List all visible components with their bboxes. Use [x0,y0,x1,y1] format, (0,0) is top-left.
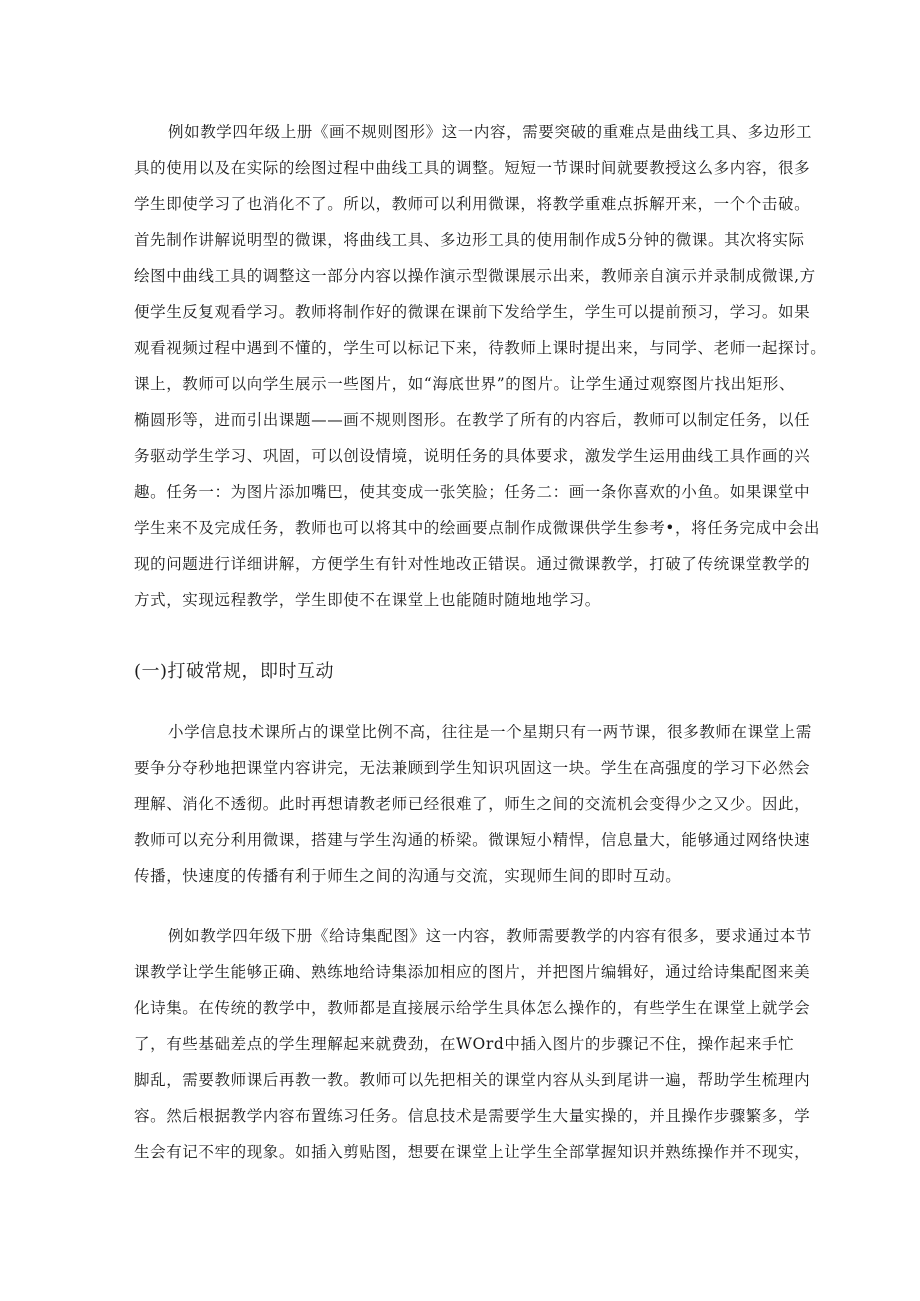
paragraph-line: 学生即使学习了也消化不了。所以，教师可以利用微课，将教学重难点拆解开来，一个个击破。 [134,195,811,213]
paragraph-line: 小学信息技术课所占的课堂比例不高，往往是一个星期只有一两节课，很多教师在课堂上需 [168,723,813,741]
paragraph-line: 生会有记不牢的现象。如插入剪贴图，想要在课堂上让学生全部掌握知识并熟练操作并不现实， [134,1143,811,1161]
paragraph-line: 务驱动学生学习、巩固，可以创设情境，说明任务的具体要求，激发学生运用曲线工具作画的兴 [134,447,811,465]
paragraph-line: 具的使用以及在实际的绘图过程中曲线工具的调整。短短一节课时间就要教授这么多内容，很多 [134,159,811,177]
paragraph-line: 理解、消化不透彻。此时再想请教老师已经很难了，师生之间的交流机会变得少之又少。因此， [134,795,811,813]
paragraph-line: 课教学让学生能够正确、熟练地给诗集添加相应的图片，并把图片编辑好，通过给诗集配图来美 [134,963,811,981]
paragraph-line: 例如教学四年级上册《画不规则图形》这一内容，需要突破的重难点是曲线工具、多边形工 [168,123,813,141]
paragraph-line: 脚乱，需要教师课后再教一教。教师可以先把相关的课堂内容从头到尾讲一遍，帮助学生梳理内 [134,1071,811,1089]
paragraph-line: 绘图中曲线工具的调整这一部分内容以操作演示型微课展示出来，教师亲自演示并录制成微课,方 [134,267,816,285]
paragraph-line: 容。然后根据教学内容布置练习任务。信息技术是需要学生大量实操的，并且操作步骤繁多，学 [134,1107,811,1125]
paragraph-line: 趣。任务一：为图片添加嘴巴，使其变成一张笑脸；任务二：画一条你喜欢的小鱼。如果课堂中 [134,483,811,501]
paragraph-line: 课上，教师可以向学生展示一些图片，如“海底世界”的图片。让学生通过观察图片找出矩形、 [134,375,796,393]
paragraph-line: 化诗集。在传统的教学中，教师都是直接展示给学生具体怎么操作的，有些学生在课堂上就学会 [134,999,811,1017]
paragraph-line: 教师可以充分利用微课，搭建与学生沟通的桥梁。微课短小精悍，信息量大，能够通过网络快速 [134,831,811,849]
paragraph-line: 传播，快速度的传播有利于师生之间的沟通与交流，实现师生间的即时互动。 [134,867,682,885]
paragraph-line: 要争分夺秒地把课堂内容讲完，无法兼顾到学生知识巩固这一块。学生在高强度的学习下必然会 [134,759,811,777]
paragraph-line: 学生来不及完成任务，教师也可以将其中的绘画要点制作成微课供学生参考•，将任务完成中会出 [134,519,820,537]
paragraph-line: 方式，实现远程教学，学生即使不在课堂上也能随时随地地学习。 [134,591,601,609]
paragraph-line: 便学生反复观看学习。教师将制作好的微课在课前下发给学生，学生可以提前预习，学习。如果 [134,303,811,321]
paragraph-line: 椭圆形等，进而引出课题——画不规则图形。在教学了所有的内容后，教师可以制定任务，以任 [134,411,811,429]
section-heading: (一)打破常规，即时互动 [134,661,335,682]
paragraph-line: 观看视频过程中遇到不懂的，学生可以标记下来，待教师上课时提出来，与同学、老师一起探讨。 [134,339,827,357]
paragraph-line: 首先制作讲解说明型的微课，将曲线工具、多边形工具的使用制作成5分钟的微课。其次将实际 [134,231,805,249]
paragraph-line: 了，有些基础差点的学生理解起来就费劲，在WOrd中插入图片的步骤记不住，操作起来手忙 [134,1035,795,1053]
paragraph-line: 例如教学四年级下册《给诗集配图》这一内容，教师需要教学的内容有很多，要求通过本节 [168,927,813,945]
paragraph-line: 现的问题进行详细讲解，方便学生有针对性地改正错误。通过微课教学，打破了传统课堂教学的 [134,555,811,573]
